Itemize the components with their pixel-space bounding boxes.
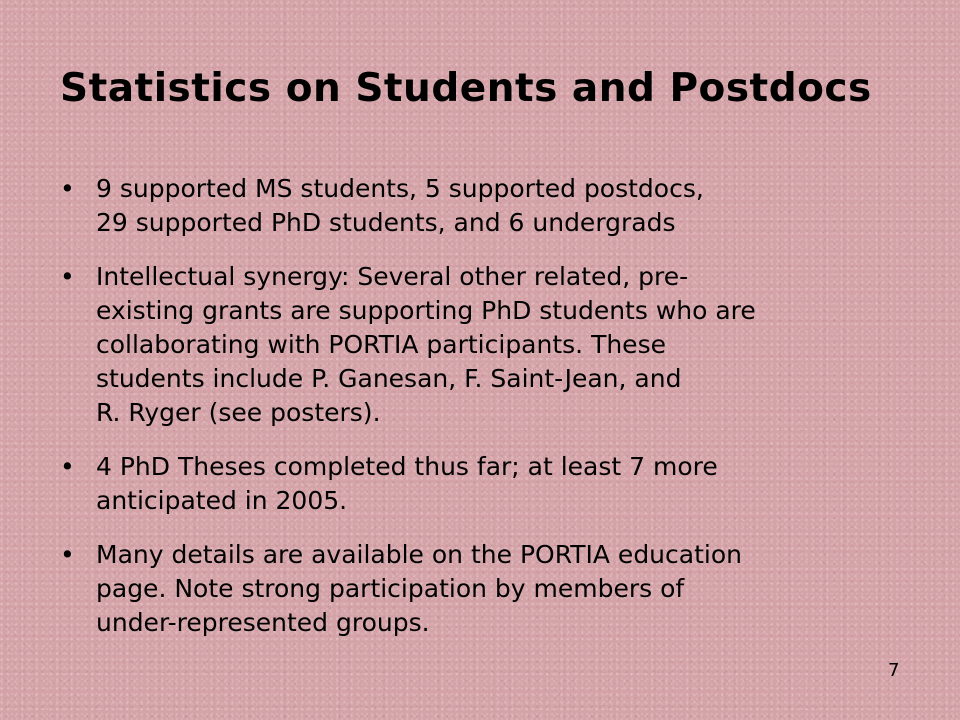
bullet-text-line: collaborating with PORTIA participants. These bbox=[96, 330, 666, 359]
bullet-text-line: existing grants are supporting PhD students who are bbox=[96, 296, 756, 325]
slide-title: Statistics on Students and Postdocs bbox=[60, 66, 872, 111]
bullet-marker: • bbox=[60, 262, 75, 291]
bullet-text-line: under-represented groups. bbox=[96, 608, 430, 637]
bullet-text-line: 4 PhD Theses completed thus far; at least 7 more bbox=[96, 452, 718, 481]
bullet-marker: • bbox=[60, 540, 75, 569]
bullet-text-line: students include P. Ganesan, F. Saint-Jean, and bbox=[96, 364, 682, 393]
bullet-text-line: 9 supported MS students, 5 supported postdocs, bbox=[96, 174, 704, 203]
bullet-item-theses bbox=[60, 450, 920, 518]
bullet-item-students bbox=[60, 172, 920, 240]
bullet-item-education-page bbox=[60, 538, 920, 640]
bullet-text-line: Intellectual synergy: Several other related, pre- bbox=[96, 262, 689, 291]
bullet-item-synergy bbox=[60, 260, 920, 430]
bullet-marker: • bbox=[60, 452, 75, 481]
bullet-marker: • bbox=[60, 174, 75, 203]
bullet-text-line: anticipated in 2005. bbox=[96, 486, 348, 515]
bullet-text-line: page. Note strong participation by members of bbox=[96, 574, 685, 603]
bullet-text-line: 29 supported PhD students, and 6 undergrads bbox=[96, 208, 676, 237]
bullet-text-line: R. Ryger (see posters). bbox=[96, 398, 381, 427]
page-number: 7 bbox=[888, 660, 900, 681]
bullet-text-line: Many details are available on the PORTIA education bbox=[96, 540, 742, 569]
bullet-list bbox=[60, 172, 920, 660]
